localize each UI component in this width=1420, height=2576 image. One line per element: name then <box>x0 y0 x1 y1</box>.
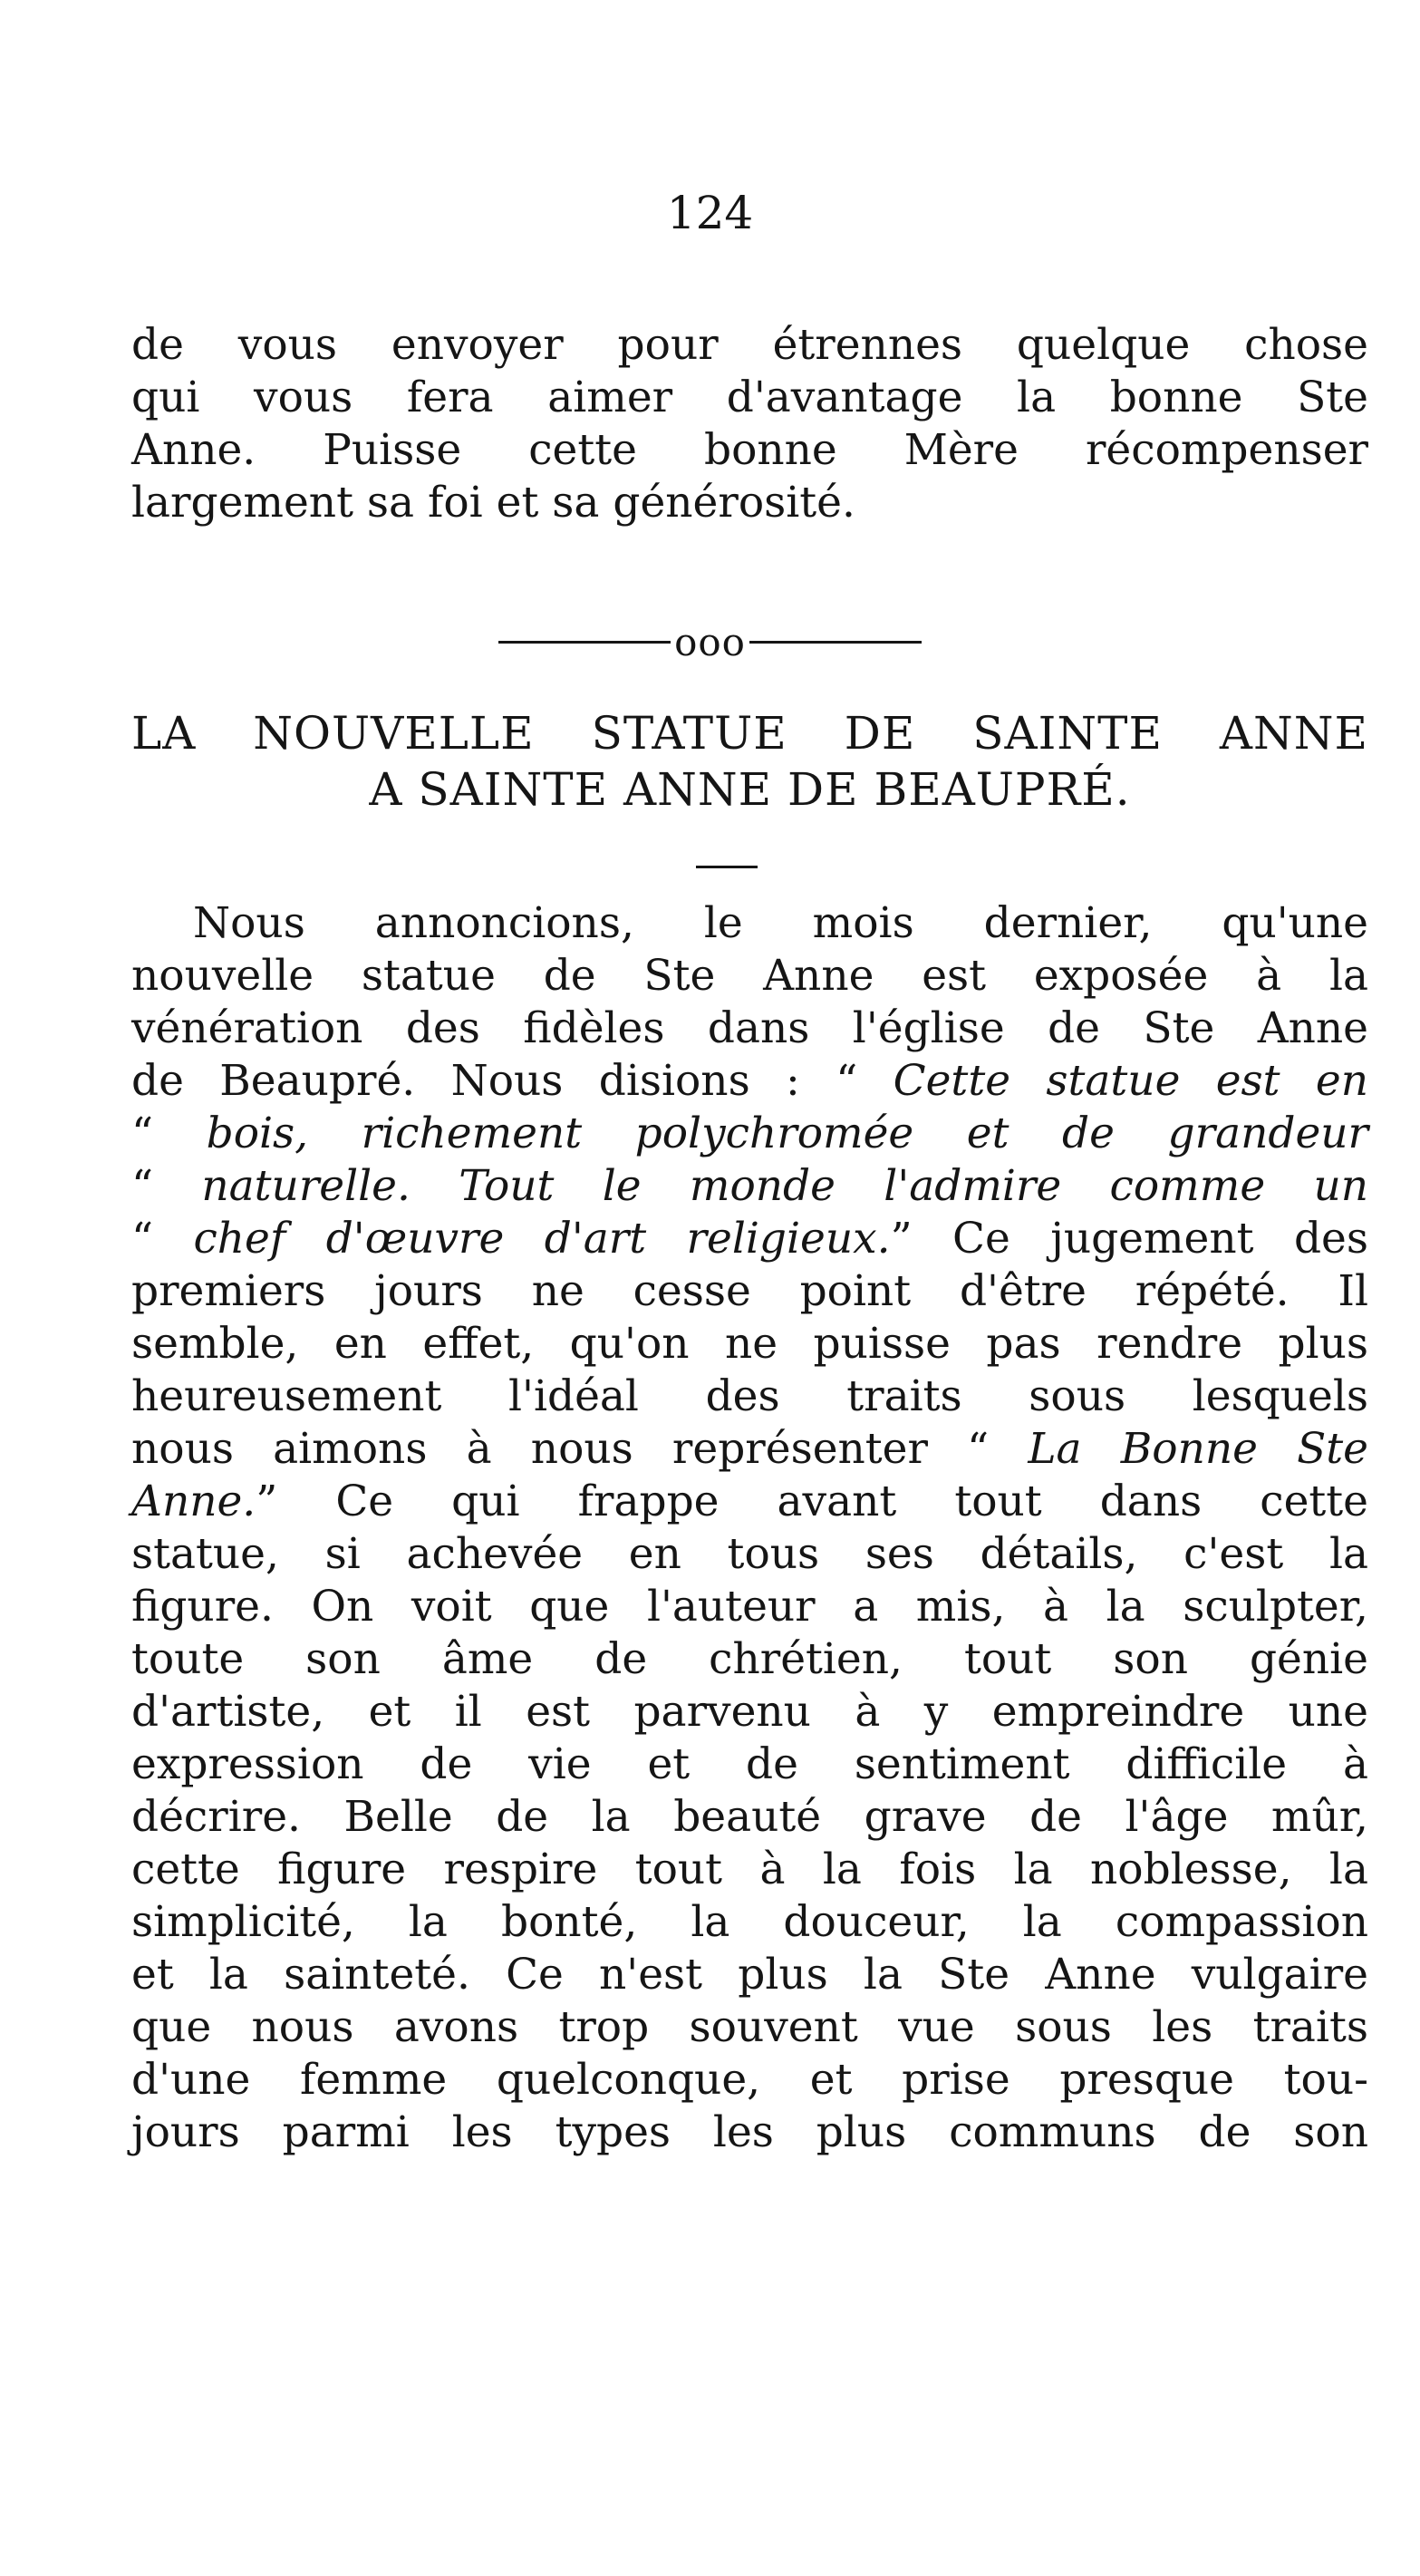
text-line <box>131 1476 1368 1528</box>
text-line: simplicité, la bonté, la douceur, la compassion <box>131 1897 1368 1947</box>
text-span: ” Ce qui frappe avant tout dans cette <box>256 1477 1368 1526</box>
italic-span: chef d'œuvre d'art religieux. <box>193 1214 891 1264</box>
text-line <box>131 1108 1368 1160</box>
italic-span: Anne. <box>131 1477 256 1526</box>
text-line: cette figure respire tout à la fois la noblesse, la <box>131 1845 1368 1894</box>
heading-line: A SAINTE ANNE DE BEAUPRÉ. <box>369 763 1131 816</box>
text-line: largement sa foi et sa générosité. <box>131 478 855 528</box>
text-span: “ <box>131 1109 207 1158</box>
text-line: expression de vie et de sentiment difficile à <box>131 1739 1368 1789</box>
text-line: jours parmi les types les plus communs de son <box>131 2107 1368 2157</box>
italic-span: Cette statue est en <box>893 1056 1369 1106</box>
text-line: toute son âme de chrétien, tout son génie <box>131 1634 1368 1684</box>
article-body <box>131 897 1368 2159</box>
text-line <box>131 1055 1368 1108</box>
text-line: d'artiste, et il est parvenu à y empreindre une <box>131 1687 1368 1737</box>
separator-rule-right <box>749 641 922 644</box>
page-number: 124 <box>666 187 754 239</box>
text-line: que nous avons trop souvent vue sous les traits <box>131 2002 1368 2052</box>
italic-span: naturelle. Tout le monde l'admire comme un <box>201 1161 1369 1211</box>
text-line <box>131 1213 1368 1265</box>
text-line: de vous envoyer pour étrennes quelque chose <box>131 320 1368 370</box>
italic-span: La Bonne Ste <box>1028 1424 1368 1474</box>
text-line <box>131 1160 1368 1213</box>
section-separator <box>0 615 1420 669</box>
text-line: heureusement l'idéal des traits sous lesquels <box>131 1371 1368 1421</box>
text-line: premiers jours ne cesse point d'être répété. Il <box>131 1266 1368 1316</box>
italic-span: bois, richement polychromée et de grandeur <box>206 1109 1368 1158</box>
text-line: statue, si achevée en tous ses détails, c'est la <box>131 1529 1368 1579</box>
text-span: nous aimons à nous représenter “ <box>131 1424 1029 1474</box>
heading-dash <box>696 866 758 868</box>
text-span: de Beaupré. Nous disions : “ <box>131 1056 894 1106</box>
top-paragraph <box>131 319 1368 529</box>
separator-text: ooo <box>674 619 746 664</box>
text-line: Nous annoncions, le mois dernier, qu'une <box>193 898 1368 948</box>
text-span: “ <box>131 1161 202 1211</box>
text-line <box>131 1423 1368 1476</box>
text-line: Anne. Puisse cette bonne Mère récompenser <box>131 425 1368 475</box>
article-heading <box>131 705 1368 818</box>
separator-rule-left <box>498 641 671 644</box>
text-span: ” Ce jugement des <box>890 1214 1368 1264</box>
text-line: décrire. Belle de la beauté grave de l'âge mûr, <box>131 1792 1368 1842</box>
text-line: vénération des fidèles dans l'église de Ste Anne <box>131 1003 1368 1053</box>
text-line: qui vous fera aimer d'avantage la bonne Ste <box>131 373 1368 422</box>
text-line: nouvelle statue de Ste Anne est exposée à la <box>131 951 1368 1001</box>
text-span: “ <box>131 1214 194 1264</box>
heading-line: LA NOUVELLE STATUE DE SAINTE ANNE <box>131 707 1368 760</box>
text-line: et la sainteté. Ce n'est plus la Ste Anne vulgaire <box>131 1950 1368 2000</box>
text-line: d'une femme quelconque, et prise presque tou- <box>131 2055 1368 2105</box>
text-line: semble, en effet, qu'on ne puisse pas rendre plus <box>131 1319 1368 1369</box>
text-line: figure. On voit que l'auteur a mis, à la sculpter, <box>131 1582 1368 1632</box>
